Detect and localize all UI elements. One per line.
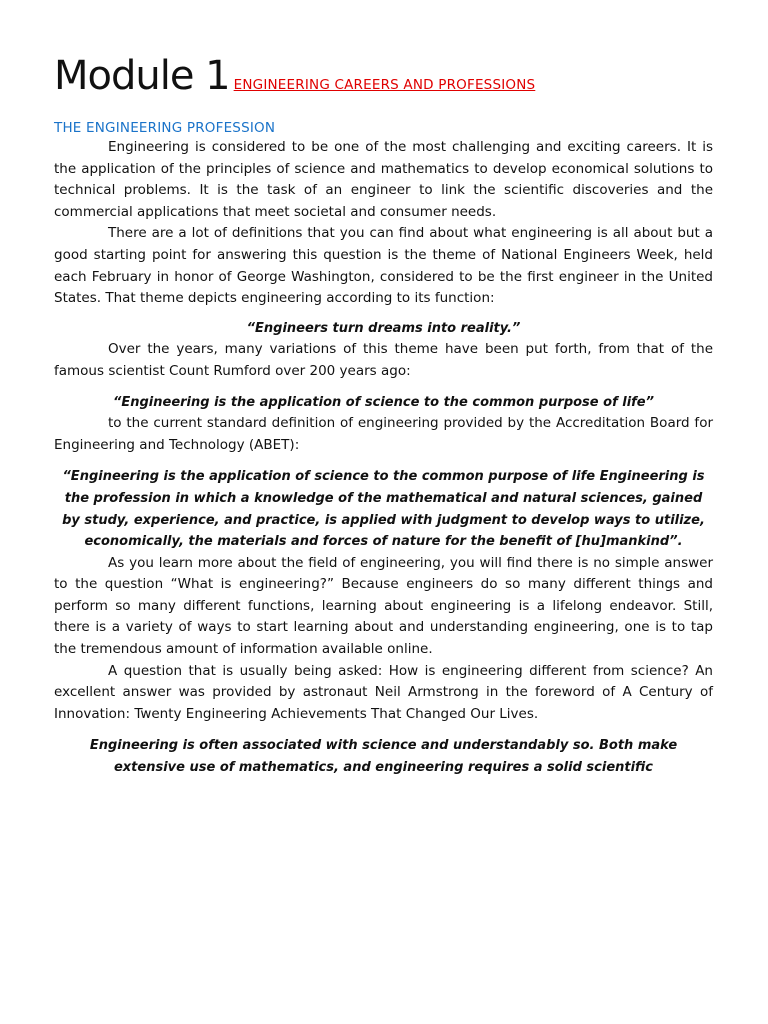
- paragraph-variations: Over the years, many variations of this theme have been put forth, from that of the famous scientist Count Rumford over 200 years ago:: [54, 341, 713, 379]
- paragraph-science-question: A question that is usually being asked: How is engineering different from science? An excellent answer was provided by astronaut Neil Armstrong in the foreword of A Century of Innovation: Twenty Engineering Achievements That Changed Our Lives.: [54, 662, 713, 722]
- module-label: Module 1: [54, 53, 230, 99]
- paragraph-intro: Engineering is considered to be one of the most challenging and exciting careers. It is the application of the principles of science and mathematics to develop economical solutions to technical problems. It is the task of an engineer to link the scientific discoveries and the commercial applications that meet societal and consumer needs.: [54, 139, 713, 220]
- paragraph-abet: to the current standard definition of engineering provided by the Accreditation Board for Engineering and Technology (ABET):: [54, 415, 713, 453]
- paragraph-definitions: There are a lot of definitions that you can find about what engineering is all about but a good starting point for answering this question is the theme of National Engineers Week, held each February in honor of George Washington, considered to be the first engineer in the United States. That theme depicts engineering according to its function:: [54, 225, 713, 307]
- quote-dreams: “Engineers turn dreams into reality.”: [246, 320, 521, 336]
- quote-abet-definition: “Engineering is the application of science to the common purpose of life Engineering is the profession in which a knowledge of the mathematical and natural sciences, gained by study, experience, and practice, is applied with judgment to develop ways to utilize, economically, the materials and forces of nature for the benefit of [hu]mankind”.: [62, 469, 705, 550]
- document-page: [54, 52, 713, 779]
- module-heading: [54, 52, 713, 102]
- quote-armstrong: Engineering is often associated with science and understandably so. Both make extensive use of mathematics, and engineering requires a solid scientific: [89, 738, 678, 776]
- section-heading: THE ENGINEERING PROFESSION: [54, 120, 276, 136]
- quote-rumford: “Engineering is the application of science to the common purpose of life”: [112, 394, 655, 410]
- paragraph-learning: As you learn more about the field of engineering, you will find there is no simple answer to the question “What is engineering?” Because engineers do so many different things and perform so many different functions, learning about engineering is a lifelong endeavor. Still, there is a variety of ways to start learning about and understanding engineering, one is to tap the tremendous amount of information available online.: [54, 554, 713, 658]
- module-subtitle: ENGINEERING CAREERS AND PROFESSIONS: [233, 77, 536, 93]
